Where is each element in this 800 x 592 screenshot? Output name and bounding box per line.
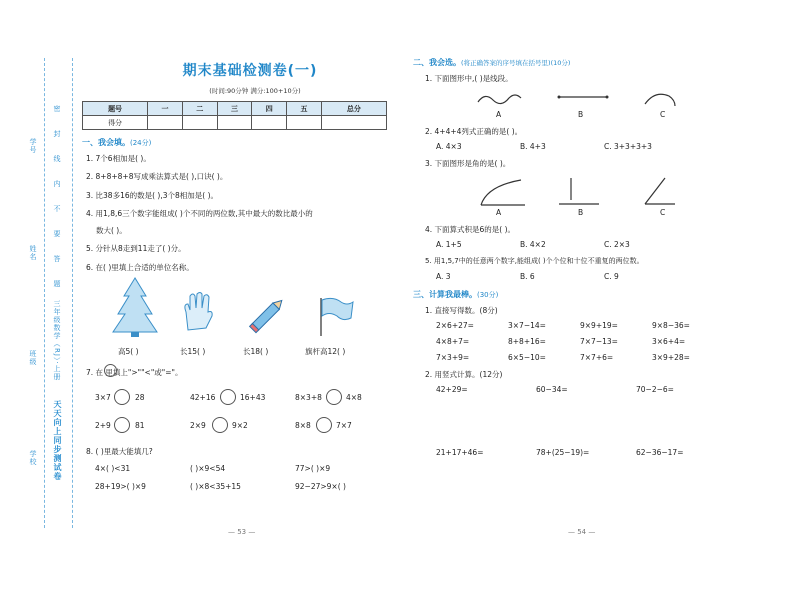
score-table-header xyxy=(83,102,387,116)
section2-title: 二、我会选。 xyxy=(413,58,461,67)
arc-figure-c xyxy=(645,94,675,106)
q7-expr: 8×3+8 xyxy=(295,393,322,402)
curve-figure-a xyxy=(478,95,521,104)
score-cell[interactable] xyxy=(182,116,217,130)
compare-circle[interactable] xyxy=(212,417,228,433)
q7-expr: 2×9 xyxy=(190,421,206,430)
s3-q1: 1. 直接写得数。(8分) xyxy=(425,306,498,315)
s2-q4: 4. 下面算式积是6的是( )。 xyxy=(425,225,516,234)
s1-q4-line1: 4. 用1,8,6三个数字能组成( )个不同的两位数,其中最大的数比最小的 xyxy=(86,209,313,218)
section3-heading xyxy=(413,289,498,300)
seal-note-1: 封 xyxy=(53,130,61,138)
seal-note-4: 不 xyxy=(53,205,61,213)
calc-item: 8+8+16= xyxy=(508,337,546,346)
calc-item: 3×6+4= xyxy=(652,337,686,346)
label-name: 姓名 xyxy=(29,245,37,261)
q7-expr: 42+16 xyxy=(190,393,216,402)
s1-q2: 2. 8+8+8+8写成乘法算式是( ),口诀( )。 xyxy=(86,172,228,181)
page-number-left: — 53 — xyxy=(228,528,256,536)
vertical-calc-item: 78+(25−19)= xyxy=(536,448,590,457)
fig-label-c: C xyxy=(660,208,666,217)
compare-circle[interactable] xyxy=(114,417,130,433)
s2-q5-opt-c: C. 9 xyxy=(604,272,619,281)
q7-expr: 2+9 xyxy=(95,421,111,430)
s1-q1: 1. 7个6相加是( )。 xyxy=(86,154,151,163)
score-header-cell: 四 xyxy=(252,102,287,116)
q6-item-tree: 高5( ) xyxy=(118,347,139,356)
brand-name: 天天向上同步测试卷 xyxy=(53,400,62,481)
seal-note-7: 题 xyxy=(53,280,61,288)
s1-q5: 5. 分针从8走到11走了( )分。 xyxy=(86,244,186,253)
s2-q4-opt-a: A. 1+5 xyxy=(436,240,462,249)
fig-label-c: C xyxy=(660,110,666,119)
q8-item: ( )×9<54 xyxy=(190,464,226,473)
s2-q5-opt-b: B. 6 xyxy=(520,272,535,281)
score-header-cell: 三 xyxy=(217,102,252,116)
q7-expr: 81 xyxy=(135,421,145,430)
compare-circle[interactable] xyxy=(316,417,332,433)
seal-note-2: 线 xyxy=(53,155,61,163)
score-cell[interactable] xyxy=(287,116,322,130)
q7-expr: 7×7 xyxy=(336,421,352,430)
section1-title: 一、我会填。 xyxy=(82,138,130,147)
q6-item-flag: 旗杆高12( ) xyxy=(305,347,346,356)
score-cell[interactable] xyxy=(321,116,386,130)
s2-q2-opt-c: C. 3+3+3+3 xyxy=(604,142,652,151)
q8-item: 4×( )<31 xyxy=(95,464,131,473)
label-class: 班级 xyxy=(29,350,37,366)
s2-q5: 5. 用1,5,7中的任意两个数字,能组成( )个个位和十位不重复的两位数。 xyxy=(425,257,644,265)
s1-q8: 8. ( )里最大能填几? xyxy=(86,447,153,456)
vertical-calc-item: 62−36−17= xyxy=(636,448,684,457)
seal-note-6: 答 xyxy=(53,255,61,263)
label-school: 学校 xyxy=(29,450,37,466)
fig-label-b: B xyxy=(578,208,584,217)
label-student-id: 学号 xyxy=(29,138,37,154)
s2-q2-opt-a: A. 4×3 xyxy=(436,142,462,151)
score-header-cell: 一 xyxy=(148,102,183,116)
s2-q3: 3. 下面图形是角的是( )。 xyxy=(425,159,511,168)
vertical-calc-item: 42+29= xyxy=(436,385,468,394)
section2-heading xyxy=(413,57,570,68)
q7-expr: 16+43 xyxy=(240,393,266,402)
flag-icon xyxy=(315,296,355,338)
seal-note-3: 内 xyxy=(53,180,61,188)
section1-points: (24分) xyxy=(130,139,152,147)
compare-circle[interactable] xyxy=(220,389,236,405)
seal-line-2 xyxy=(72,58,73,528)
seal-note-0: 密 xyxy=(53,105,61,113)
calc-item: 7×3+9= xyxy=(436,353,470,362)
score-header-cell: 总分 xyxy=(321,102,386,116)
binding-sidebar xyxy=(0,0,78,592)
q7-expr: 4×8 xyxy=(346,393,362,402)
tree-icon xyxy=(110,276,160,338)
vertical-calc-item: 60−34= xyxy=(536,385,568,394)
score-cell[interactable] xyxy=(217,116,252,130)
calc-item: 2×6+27= xyxy=(436,321,474,330)
fig-label-a: A xyxy=(496,110,502,119)
vertical-calc-item: 21+17+46= xyxy=(436,448,484,457)
vertical-calc-item: 70−2−6= xyxy=(636,385,674,394)
calc-item: 4×8+7= xyxy=(436,337,470,346)
section2-note: (将正确答案的序号填在括号里)(10分) xyxy=(461,59,571,67)
s1-q7: 7. 在 里填上">""<"或"="。 xyxy=(86,368,183,377)
q8-item: 77>( )×9 xyxy=(295,464,331,473)
pencil-icon xyxy=(246,296,290,334)
calc-item: 7×7−13= xyxy=(580,337,618,346)
s2-q4-opt-c: C. 2×3 xyxy=(604,240,630,249)
s1-q6: 6. 在( )里填上合适的单位名称。 xyxy=(86,263,194,272)
calc-item: 6×5−10= xyxy=(508,353,546,362)
section3-points: (30分) xyxy=(477,291,499,299)
s1-q4-line2: 数大( )。 xyxy=(96,226,127,235)
score-row-label: 得分 xyxy=(83,116,148,130)
s3-q2: 2. 用竖式计算。(12分) xyxy=(425,370,503,379)
calc-item: 3×7−14= xyxy=(508,321,546,330)
score-header-cell: 二 xyxy=(182,102,217,116)
score-table-row xyxy=(83,116,387,130)
fig-label-b: B xyxy=(578,110,584,119)
q6-item-glove: 长15( ) xyxy=(180,347,206,356)
exam-title: 期末基础检测卷(一) xyxy=(182,63,318,79)
score-header-cell: 题号 xyxy=(83,102,148,116)
s2-q2: 2. 4+4+4列式正确的是( )。 xyxy=(425,127,523,136)
curve-angle-a xyxy=(481,180,521,205)
fig-label-a: A xyxy=(496,208,502,217)
page-number-right: — 54 — xyxy=(568,528,596,536)
exam-subtitle: (时间:90分钟 满分:100+10分) xyxy=(209,87,301,95)
seal-line-1 xyxy=(44,58,45,528)
book-name: 三年级数学（RJ）·上册 xyxy=(53,300,61,381)
q7-expr: 3×7 xyxy=(95,393,111,402)
calc-item: 3×9+28= xyxy=(652,353,690,362)
compare-circle-example xyxy=(104,364,117,377)
seal-note-5: 要 xyxy=(53,230,61,238)
score-table xyxy=(82,101,387,130)
compare-circle[interactable] xyxy=(114,389,130,405)
q7-expr: 9×2 xyxy=(232,421,248,430)
score-header-cell: 五 xyxy=(287,102,322,116)
q8-item: 28+19>( )×9 xyxy=(95,482,146,491)
q8-item: ( )×8<35+15 xyxy=(190,482,241,491)
s2-q1: 1. 下面图形中,( )是线段。 xyxy=(425,74,513,83)
s2-q2-opt-b: B. 4+3 xyxy=(520,142,546,151)
s2-q4-opt-b: B. 4×2 xyxy=(520,240,546,249)
compare-circle[interactable] xyxy=(326,389,342,405)
q6-item-pencil: 长18( ) xyxy=(243,347,269,356)
calc-item: 9×9+19= xyxy=(580,321,618,330)
q8-item: 92−27>9×( ) xyxy=(295,482,346,491)
q7-expr: 8×8 xyxy=(295,421,311,430)
calc-item: 7×7+6= xyxy=(580,353,614,362)
score-cell[interactable] xyxy=(252,116,287,130)
calc-item: 9×8−36= xyxy=(652,321,690,330)
s1-q3: 3. 比38多16的数是( ),3个8相加是( )。 xyxy=(86,191,219,200)
glove-icon xyxy=(180,290,216,332)
s2-q5-opt-a: A. 3 xyxy=(436,272,451,281)
score-cell[interactable] xyxy=(148,116,183,130)
angle-figures xyxy=(475,172,695,208)
q7-expr: 28 xyxy=(135,393,145,402)
section3-title: 三、计算我最棒。 xyxy=(413,290,477,299)
section1-heading xyxy=(82,137,151,148)
